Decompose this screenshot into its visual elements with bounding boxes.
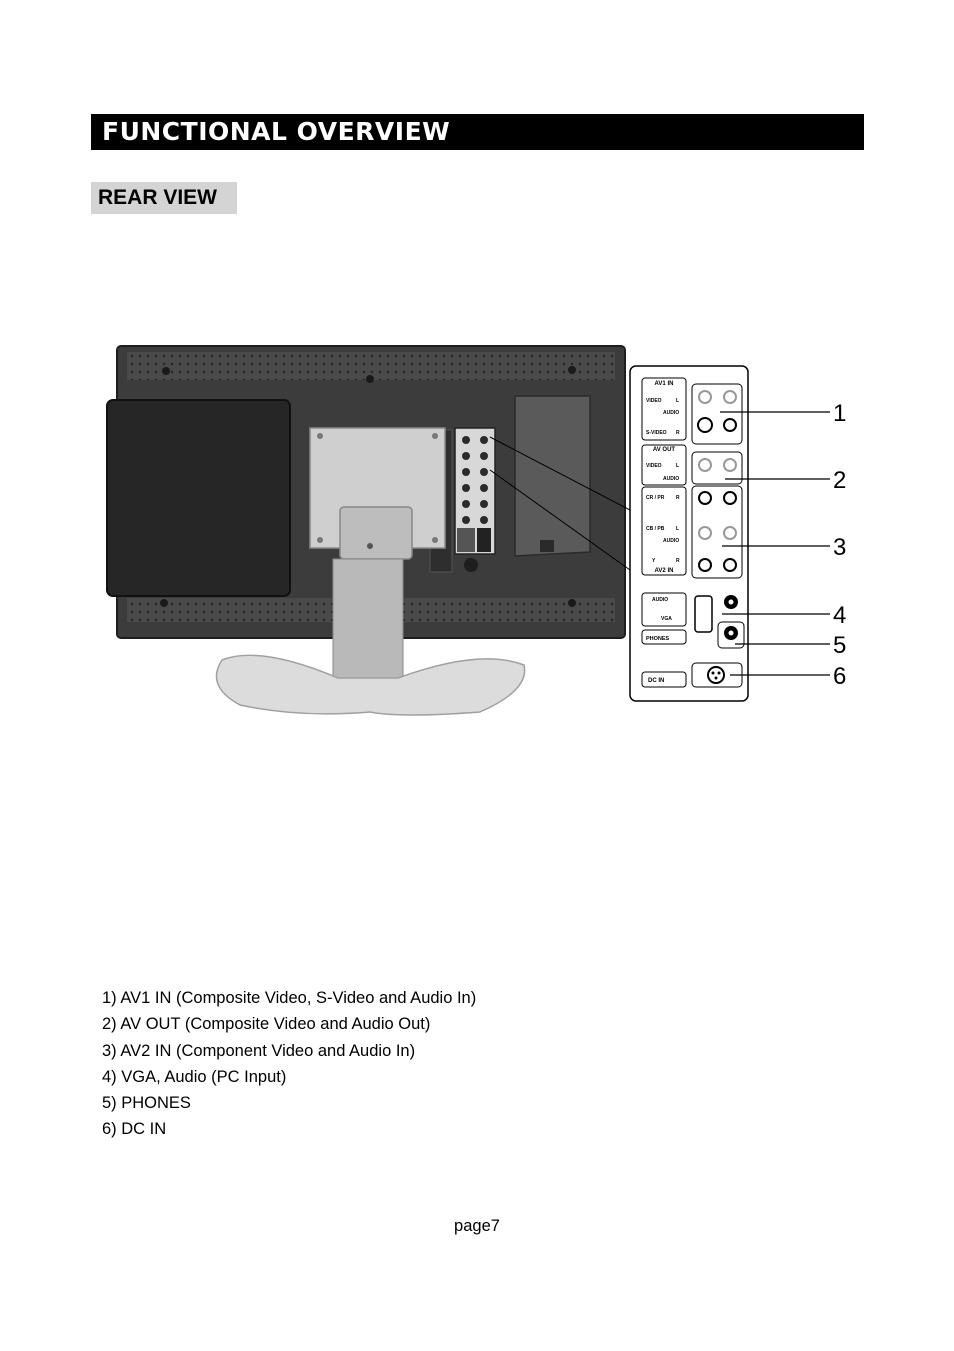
legend-item: 1) AV1 IN (Composite Video, S-Video and Audio In) [102,989,477,1007]
label-av1-r: R [676,430,680,436]
subsection-title: REAR VIEW [98,186,218,209]
legend-item: 4) VGA, Audio (PC Input) [102,1067,287,1086]
av2-audio-l-jack [724,527,736,539]
av1-audio-l-jack [724,391,736,403]
dc-in-jack [708,667,724,683]
section-header-bar [91,114,864,150]
avout-audio-l-jack [724,459,736,471]
av2-y-jack [699,559,711,571]
phones-jack-hole [729,631,734,636]
av2-cr-jack [699,492,711,504]
vga-port [695,596,712,632]
label-av2-audio: AUDIO [663,538,680,544]
callout-numbers [833,400,846,690]
avout-audio-r-jack [724,492,736,504]
label-avout-audio: AUDIO [663,476,680,482]
tv-rear-photo [93,320,638,725]
page-title: FUNCTIONAL OVERVIEW [102,117,451,146]
avout-video-jack [699,459,711,471]
port-legend [102,985,476,1143]
av2-cb-jack [699,527,711,539]
av1-audio-r-jack [724,419,736,431]
label-av1-l: L [676,398,680,404]
label-av1-audio: AUDIO [663,410,680,416]
label-cb-pb: CB / PB [646,526,665,532]
label-av2-l: L [676,526,680,532]
label-cr-pr: CR / PR [646,495,665,501]
label-av2-r: R [676,558,680,564]
pc-audio-jack-hole [729,600,734,605]
label-av-out: AV OUT [652,447,676,453]
legend-item: 3) AV2 IN (Component Video and Audio In) [102,1041,416,1060]
callout-3: 3 [833,534,847,561]
legend-item: 5) PHONES [102,1094,191,1113]
label-av1-in: AV1 IN [654,381,674,387]
av1-video-jack [699,391,711,403]
rear-view-figure [0,300,954,740]
label-y: Y [652,558,656,564]
label-avout-l: L [676,463,680,469]
callout-6: 6 [833,663,847,690]
callout-1: 1 [833,400,847,427]
callout-4: 4 [833,602,847,629]
label-av1-svideo: S-VIDEO [646,430,667,436]
page-number: page7 [454,1217,500,1235]
label-phones: PHONES [646,636,670,642]
legend-item: 2) AV OUT (Composite Video and Audio Out) [102,1015,431,1034]
label-avout-video: VIDEO [646,463,662,469]
label-av2-r-top: R [676,495,680,501]
callout-2: 2 [833,467,847,494]
label-dc-in: DC IN [648,678,665,684]
connector-panel-diagram [630,366,748,701]
legend-item: 6) DC IN [102,1120,167,1139]
subsection-header [91,182,237,214]
av1-svideo-jack [698,418,712,432]
callout-5: 5 [833,632,847,659]
label-pc-audio: AUDIO [652,597,669,603]
av2-audio-r-jack [724,559,736,571]
label-av2-in: AV2 IN [654,568,674,574]
label-vga: VGA [661,616,672,622]
label-av1-video: VIDEO [646,398,662,404]
